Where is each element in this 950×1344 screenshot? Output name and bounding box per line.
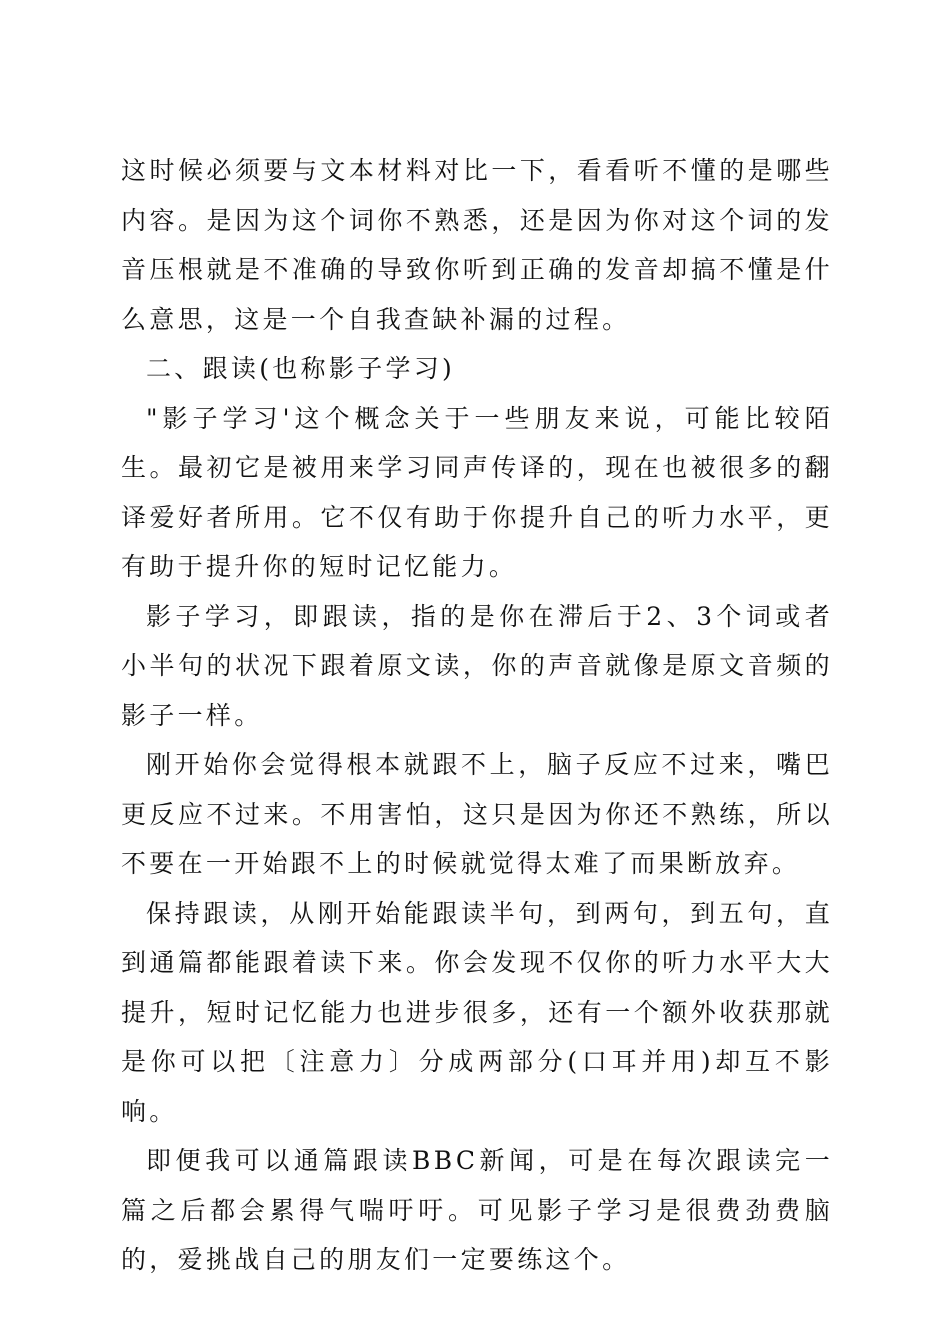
document-body [121,146,833,1285]
paragraph-1: 这时候必须要与文本材料对比一下，看看听不懂的是哪些内容。是因为这个词你不熟悉，还是因为你对这个词的发音压根就是不准确的导致你听到正确的发音却搞不懂是什么意思，这是一个自我查缺补漏的过程。 [121,156,833,334]
paragraph-2: "影子学习'这个概念关于一些朋友来说，可能比较陌生。最初它是被用来学习同声传译的，现在也被很多的翻译爱好者所用。它不仅有助于你提升自己的听力水平，更有助于提升你的短时记忆能力。 [121,403,833,581]
paragraph-3: 影子学习，即跟读，指的是你在滞后于2、3个词或者小半句的状况下跟着原文读，你的声音就像是原文音频的影子一样。 [121,601,833,730]
section-heading-shadowing: 二、跟读(也称影子学习) [146,354,456,383]
paragraph-4: 刚开始你会觉得根本就跟不上，脑子反应不过来，嘴巴更反应不过来。不用害怕，这只是因为你还不熟练，所以不要在一开始跟不上的时候就觉得太难了而果断放弃。 [121,750,833,878]
paragraph-6: 即便我可以通篇跟读BBC新闻，可是在每次跟读完一篇之后都会累得气喘吁吁。可见影子学习是很费劲费脑的，爱挑战自己的朋友们一定要练这个。 [121,1146,833,1274]
paragraph-5: 保持跟读，从刚开始能跟读半句，到两句，到五句，直到通篇都能跟着读下来。你会发现不仅你的听力水平大大提升，短时记忆能力也进步很多，还有一个额外收获那就是你可以把〔注意力〕分成两部分(口耳并用)却互不影响。 [121,898,833,1126]
